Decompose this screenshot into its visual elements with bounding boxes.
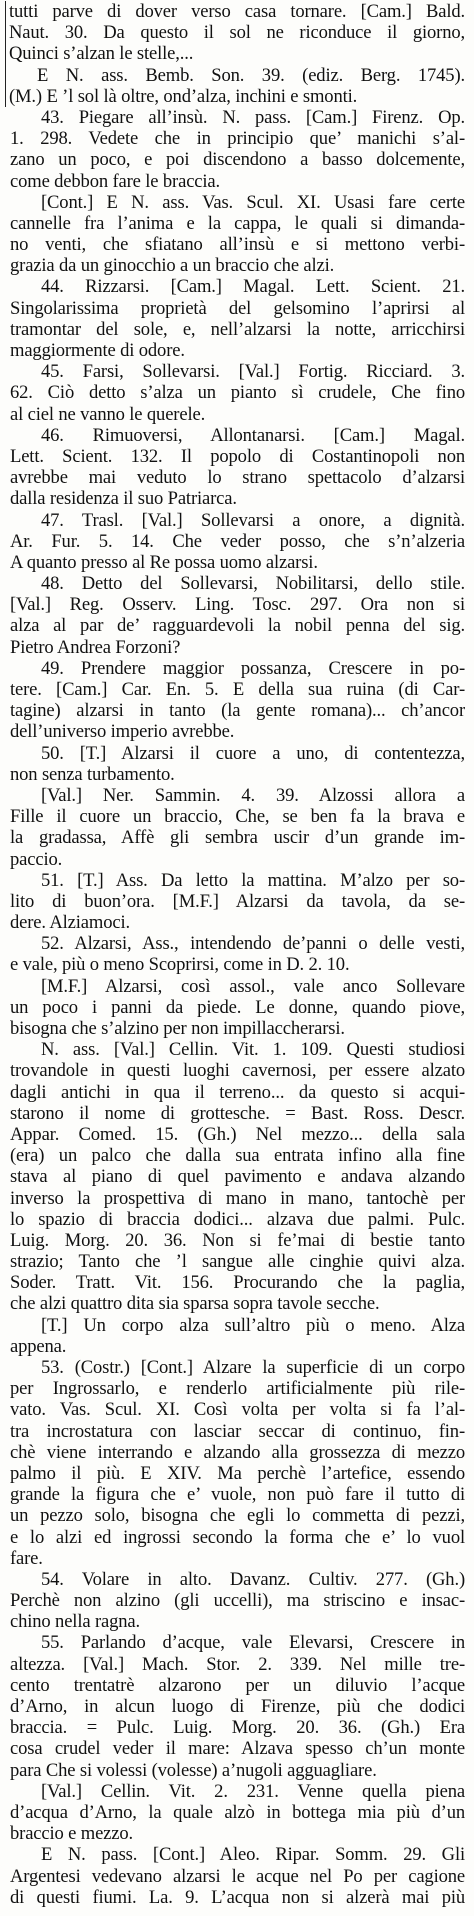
- text-line: [Val.] Reg. Osserv. Ling. Tosc. 297. Ora non si: [10, 594, 465, 616]
- text-line: cento trentatrè alzarono per un diluvio l’acque: [10, 1674, 465, 1696]
- text-line: e vale, più o meno Scoprirsi, come in D. 2. 10.: [10, 954, 350, 976]
- text-line: Appar. Comed. 15. (Gh.) Nel mezzo... della sala: [10, 1123, 465, 1145]
- text-line: Luig. Morg. 20. 36. Non si fe’mai di bestie tanto: [10, 1229, 465, 1251]
- text-line: 45. Farsi, Sollevarsi. [Val.] Fortig. Ricciard. 3.: [41, 361, 465, 383]
- text-line: vato. Vas. Scul. XI. Così volta per volta si fa l’al-: [10, 1399, 465, 1421]
- text-line: d’acqua d’Arno, la quale alzò in bottega mia più d’un: [10, 1801, 465, 1823]
- text-line: Argentesi vedevano alzarsi le acque nel Po per cagione: [10, 1865, 465, 1887]
- text-line: dell’universo imperio avrebbe.: [10, 721, 235, 743]
- text-line: 43. Piegare all’insù. N. pass. [Cam.] Firenz. Op.: [41, 106, 465, 128]
- text-line: dere. Alziamoci.: [10, 912, 130, 934]
- text-line: chino nella ragna.: [10, 1611, 140, 1633]
- text-line: 62. Ciò detto s’alza un pianto sì crudele, Che fino: [10, 382, 465, 404]
- text-line: che alzi quattro dita sia sparsa sopra tavole secche.: [10, 1293, 380, 1315]
- text-line: fare.: [10, 1547, 43, 1569]
- text-line: 46. Rimuoversi, Allontanarsi. [Cam.] Magal.: [41, 424, 465, 446]
- text-line: 52. Alzarsi, Ass., intendendo de’panni o delle vesti,: [41, 933, 465, 955]
- text-line: appena.: [10, 1335, 67, 1357]
- text-line: 51. [T.] Ass. Da letto la mattina. M’alzo per so-: [41, 869, 465, 891]
- text-line: strazio; Tanto che ’l sangue alle cinghie quivi alza.: [10, 1251, 465, 1273]
- text-line: alza al par de’ ragguardevoli la nobil penna del sig.: [10, 615, 465, 637]
- text-line: avrebbe mai veduto lo strano spettacolo d’alzarsi: [10, 467, 465, 489]
- text-line: stava al piano di quel pavimento e andava alzando: [10, 1166, 465, 1188]
- text-line: per Ingrossarlo, e renderlo artificialmente più rile-: [10, 1378, 465, 1400]
- text-line: [Val.] Ner. Sammin. 4. 39. Alzossi allora a: [41, 784, 465, 806]
- text-line: Quinci s’alzan le stelle,...: [5, 43, 465, 64]
- text-line: [Cont.] E N. ass. Vas. Scul. XI. Usasi fare certe: [41, 191, 465, 213]
- text-line: e lo alzi ed ingrossi secondo la forma che e’ lo vuol: [10, 1526, 465, 1548]
- text-line: N. ass. [Val.] Cellin. Vit. 1. 109. Questi studiosi: [41, 1039, 465, 1061]
- text-line: 1. 298. Vedete che in principio que’ manichi s’al-: [10, 128, 465, 150]
- text-line: zano un poco, e poi discendono a basso dolcemente,: [10, 149, 465, 171]
- text-line: un pezzo solo, bisogna che egli lo commetta di pezzi,: [10, 1505, 465, 1527]
- text-line: tra incrostatura con lasciar seccar di continuo, fin-: [10, 1420, 465, 1442]
- text-line: lito di buon’ora. [M.F.] Alzarsi da tavola, da se-: [10, 890, 465, 912]
- text-line: 47. Trasl. [Val.] Sollevarsi a onore, a dignità.: [41, 509, 465, 531]
- text-line: [Val.] Cellin. Vit. 2. 231. Venne quella piena: [41, 1780, 465, 1802]
- text-line: Lett. Scient. 132. Il popolo di Costantinopoli non: [10, 445, 465, 467]
- text-line: no venti, che sfiatano all’insù e si mettono verbi-: [10, 234, 465, 256]
- text-line: tramontar del sole, e, nell’alzarsi la notte, arricchirsi: [10, 318, 465, 340]
- text-line: altezza. [Val.] Mach. Stor. 2. 339. Nel mille tre-: [10, 1653, 465, 1675]
- text-line: E N. pass. [Cont.] Aleo. Ripar. Somm. 29. Gli: [41, 1844, 465, 1866]
- text-line: 54. Volare in alto. Davanz. Cultiv. 277. (Gh.): [41, 1568, 465, 1590]
- text-line: 53. (Costr.) [Cont.] Alzare la superficie di un corpo: [41, 1357, 465, 1378]
- text-line: tagine) alzarsi in tanto (la gente romana)... ch’ancor: [10, 700, 465, 722]
- text-line: starono il nome di grottesche. = Bast. Ross. Descr.: [10, 1102, 465, 1124]
- text-line: cosa crudel veder il mare: Alzava spesso ch’un monte: [10, 1738, 465, 1760]
- text-line: braccia. = Pulc. Luig. Morg. 20. 36. (Gh.) Era: [10, 1717, 465, 1739]
- text-line: bisogna che s’alzino per non impillaccherarsi.: [10, 1018, 345, 1039]
- text-line: non senza turbamento.: [10, 763, 175, 785]
- text-line: come debbon fare le braccia.: [10, 170, 221, 192]
- text-line: [T.] Un corpo alza sull’altro più o meno. Alza: [41, 1314, 465, 1336]
- text-line: Soder. Tratt. Vit. 156. Procurando che la paglia,: [10, 1272, 465, 1294]
- text-line: dagli antichi in qua il terreno... da questo si acqui-: [10, 1081, 465, 1103]
- text-line: maggiormente di odore.: [10, 340, 185, 361]
- text-line: para Che si volessi (volesse) a’nugoli agguagliare.: [10, 1759, 377, 1781]
- text-line: 49. Prendere maggior possanza, Crescere in po-: [41, 657, 465, 679]
- text-line: inverso la prospettiva di mano in mano, tantochè per: [10, 1187, 465, 1209]
- text-line: cannelle fra l’anima e la cappa, le quali si dimanda-: [10, 212, 465, 234]
- text-line: (M.) E ’l sol là oltre, ond’alza, inchini e smonti.: [5, 86, 465, 107]
- text-line: Ar. Fur. 5. 14. Che veder posso, che s’n’alzeria: [10, 530, 465, 552]
- text-line: 44. Rizzarsi. [Cam.] Magal. Lett. Scient. 21.: [41, 276, 465, 298]
- text-line: E N. ass. Bemb. Son. 39. (ediz. Berg. 1745).: [5, 65, 465, 86]
- text-line: Naut. 30. Da questo il sol ne riconduce il giorno,: [5, 22, 465, 43]
- text-line: tutti parve di dover verso casa tornare. [Cam.] Bald.: [5, 1, 465, 22]
- text-line: tere. [Cam.] Car. En. 5. E della sua ruina (di Car-: [10, 679, 465, 700]
- text-line: grande la figura che e’ vuole, non può fare il tutto di: [10, 1484, 465, 1506]
- text-line: chè viene interrando e alzando alla grossezza di mezzo: [10, 1441, 465, 1463]
- text-line: Pietro Andrea Forzoni?: [10, 636, 181, 658]
- text-line: Perchè non alzino (gli uccelli), ma striscino e insac-: [10, 1590, 465, 1612]
- text-line: d’Arno, in alcun luogo di Firenze, più che dodici: [10, 1696, 465, 1717]
- text-line: lo spazio di braccia dodici... alzava due palmi. Pulc.: [10, 1208, 465, 1230]
- text-line: grazia da un ginocchio a un braccio che alzi.: [10, 255, 335, 277]
- text-line: braccio e mezzo.: [10, 1823, 134, 1845]
- text-line: palmo il più. E XIV. Ma perchè l’artefice, essendo: [10, 1462, 465, 1484]
- text-line: A quanto presso al Re possa uomo alzarsi.: [10, 551, 318, 573]
- text-line: 48. Detto del Sollevarsi, Nobilitarsi, dello stile.: [41, 573, 465, 595]
- text-line: al ciel ne vanno le querele.: [10, 403, 206, 425]
- text-line: (era) un palco che dalla sua entrata infino alla fine: [10, 1145, 465, 1167]
- text-line: dalla residenza il suo Patriarca.: [10, 488, 237, 510]
- text-line: Fille il cuore un braccio, Che, se ben fa la brava e: [10, 806, 465, 828]
- text-line: trovandole in questi luoghi cavernosi, per essere alzato: [10, 1060, 465, 1082]
- text-line: un poco i panni da piede. Le donne, quando piove,: [10, 996, 465, 1018]
- text-line: 55. Parlando d’acque, vale Elevarsi, Crescere in: [41, 1632, 465, 1654]
- text-line: Singolarissima proprietà del gelsomino l’aprirsi al: [10, 297, 465, 319]
- text-line: di questi fiumi. La. 9. L’acqua non si alzerà mai più: [10, 1886, 465, 1908]
- text-line: la gradassa, Affè gli sembra uscir d’un grande im-: [10, 827, 465, 849]
- text-line: paccio.: [10, 848, 63, 870]
- text-line: [M.F.] Alzarsi, così assol., vale anco Sollevare: [41, 975, 465, 997]
- text-line: 50. [T.] Alzarsi il cuore a uno, di contentezza,: [41, 742, 465, 764]
